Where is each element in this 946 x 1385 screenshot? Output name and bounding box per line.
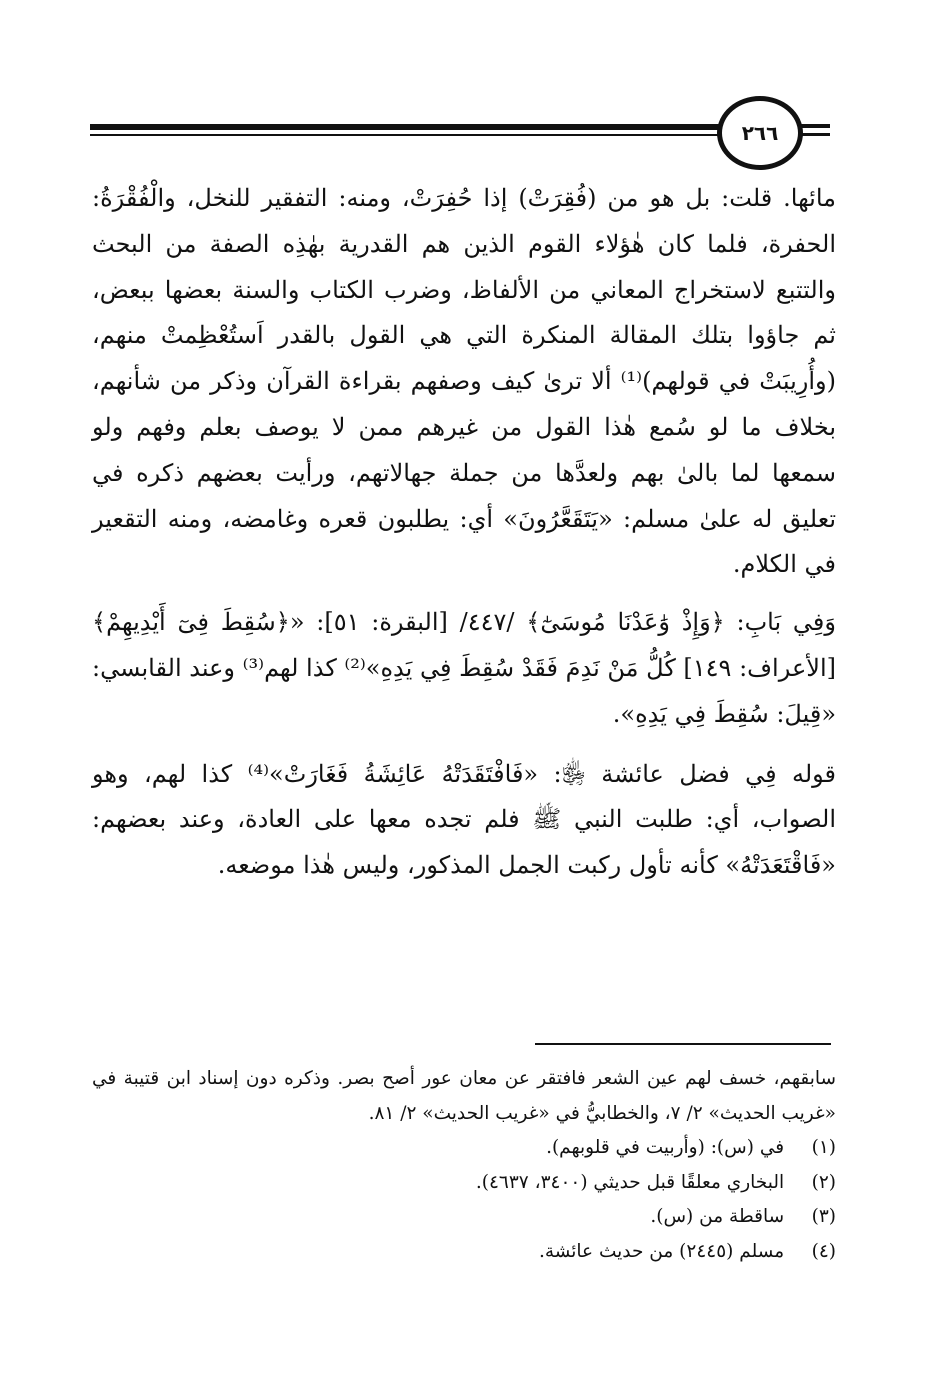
footnote-text: ساقطة من (س). [650, 1206, 785, 1227]
header-rule-thick [90, 124, 720, 130]
footnote-text: مسلم (٢٤٤٥) من حديث عائشة. [538, 1240, 785, 1262]
paragraph-1: مائها. قلت: بل هو من (فُقِرَتْ) إذا حُفِرَتْ، ومنه: التفقير للنخل، والْفُقْرَةُ: الحفرة، فلما كان هٰؤلاء القوم الذين هم القدرية بهٰذِه الصفة من البحث والتتبع لاستخراج المعاني من الألفاظ، وضرب الكتاب والسنة بعضها ببعض، ثم جاؤوا بتلك المقالة المنكرة التي هي القول بالقدر اَستُعْظِمتْ منهم، (وأُرِيبَتْ في قولهم)⁽¹⁾ ألا ترىٰ كيف وصفهم بقراءة القرآن وذكر من شأنهم، بخلاف ما لو سُمع هٰذا القول من غيرهم ممن لا يوصف بعلم وفهم ولو سمعها لما بالىٰ بهم ولعدَّها من جملة جهالاتهم، ورأيت بعضهم ذكره في تعليق له علىٰ مسلم: «يَتَقَعَّرُونَ» أي: يطلبون قعره وغامضه، ومنه التقعير في الكلام. [92, 184, 836, 579]
footnote-continuation: سابقهم، خسف لهم عين الشعر فافتقر عن معان عور أصح بصر. وذكره دون إسناد ابن قتيبة في «غريب الحديث» ٢/ ٧، والخطابيُّ في «غريب الحديث» ٢/ ٨١. [92, 1068, 836, 1124]
header-rule-thin [90, 134, 720, 136]
footnotes [92, 1062, 836, 1269]
footnote-text: البخاري معلقًا قبل حديثي (٣٤٠٠، ٤٦٣٧). [475, 1171, 785, 1193]
paragraph-2: وَفِي بَابِ: ﴿وَإِذْ وَٰعَدْنَا مُوسَىٰٓ﴾ /٤٤٧/ [البقرة: ٥١]: «﴿سُقِطَ فِىٓ أَيْدِيهِمْ﴾ [الأعراف: ١٤٩] كُلُّ مَنْ نَدِمَ فَقَدْ سُقِطَ فِي يَدِهِ»⁽²⁾ كذا لهم⁽³⁾ وعند القابسي: «قِيلَ: سُقِطَ فِي يَدِهِ». [92, 608, 836, 728]
main-text [92, 176, 836, 889]
footnote-item [92, 1200, 836, 1235]
footnote-number: (٢) [811, 1171, 836, 1193]
footnote-separator [535, 1043, 831, 1045]
page-number: ٢٦٦ [717, 96, 803, 170]
footnote-number: (٣) [811, 1206, 836, 1227]
page-header [0, 0, 946, 175]
footnote-item [92, 1166, 836, 1201]
footnote-item [92, 1235, 836, 1270]
footnote-text: في (س): (وأربيت في قلوبهم). [546, 1137, 785, 1158]
footnote-item [92, 1131, 836, 1166]
footnote-number: (١) [811, 1137, 836, 1158]
footnote-number: (٤) [811, 1240, 836, 1262]
paragraph-3: قوله فِي فضل عائشة ﵂: «فَافْتَقَدَتْهُ عَائِشَةُ فَغَارَتْ»⁽⁴⁾ كذا لهم، وهو الصواب، أي: طلبت النبي ﷺ فلم تجده معها على العادة، وعند بعضهم: «فَاقْتَعَدَتْهُ» كأنه تأول ركبت الجمل المذكور، وليس هٰذا موضعه. [92, 759, 836, 880]
